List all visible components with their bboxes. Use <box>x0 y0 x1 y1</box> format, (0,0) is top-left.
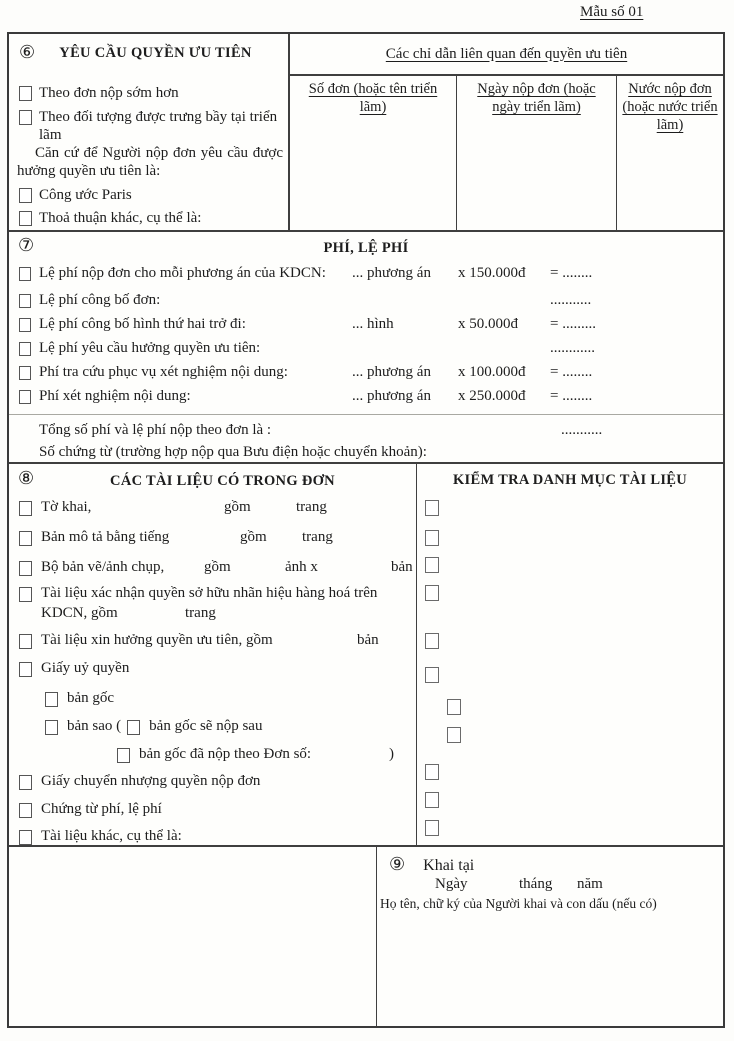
doc-description-trang: trang <box>302 529 333 545</box>
checkbox-original-later[interactable] <box>127 720 140 735</box>
checkbox-fee-priority[interactable] <box>19 342 31 356</box>
doc-declaration-gom: gồm <box>224 499 251 515</box>
doc-drawings-anh-x: ảnh x <box>285 559 318 575</box>
section-declaration <box>9 847 723 1026</box>
section-documents <box>9 464 723 847</box>
section9-number: ⑨ <box>389 854 406 874</box>
priority-indications-header <box>290 34 723 76</box>
fee-row-filing <box>19 265 715 282</box>
doc-other-docs-label: Tài liệu khác, cụ thể là: <box>41 828 182 844</box>
doc-poa-label: Giấy uỷ quyền <box>41 660 130 676</box>
row-paris-convention <box>19 186 281 204</box>
row-other-agreement <box>19 209 281 227</box>
checklist-box-2[interactable] <box>425 530 439 546</box>
column-filing-country <box>617 76 723 230</box>
checkbox-power-of-attorney[interactable] <box>19 662 32 677</box>
doc-row-power-of-attorney <box>19 660 129 677</box>
doc-declaration-trang: trang <box>296 499 327 515</box>
checklist-box-8[interactable] <box>447 727 461 743</box>
column-filing-date-header: Ngày nộp đơn (hoặc ngày triển lãm) <box>477 81 596 115</box>
date-year-label: năm <box>577 876 603 892</box>
checkbox-copy[interactable] <box>45 720 58 735</box>
checkbox-priority-docs[interactable] <box>19 634 32 649</box>
column-application-number-header: Số đơn (hoặc tên triển lãm) <box>308 81 438 115</box>
doc-fee-receipt-label: Chứng từ phí, lệ phí <box>41 801 162 817</box>
doc-row-original <box>45 690 114 707</box>
fee-priority-label: Lệ phí yêu cầu hưởng quyền ưu tiên: <box>39 340 261 356</box>
checklist-box-5[interactable] <box>425 633 439 649</box>
fee-search-unit: x 100.000đ <box>458 364 526 380</box>
section-priority-claim <box>9 34 723 232</box>
total-fees-label: Tổng số phí và lệ phí nộp theo đơn là : <box>39 422 272 438</box>
section6-title: YÊU CẦU QUYỀN ƯU TIÊN <box>59 45 252 61</box>
fee-extra-figures-result-blank[interactable]: = ......... <box>550 316 596 332</box>
date-day-label: Ngày <box>435 876 468 892</box>
fees-separator-line <box>9 414 723 415</box>
section-fees <box>9 232 723 464</box>
fee-filing-qty: ... phương án <box>352 265 431 281</box>
checklist-box-9[interactable] <box>425 764 439 780</box>
section9-title: Khai tại <box>423 857 475 874</box>
doc-drawings-ban: bản <box>391 559 413 575</box>
fee-filing-unit: x 150.000đ <box>458 265 526 281</box>
fee-examination-unit: x 250.000đ <box>458 388 526 404</box>
fee-filing-result-blank[interactable]: = ........ <box>550 265 593 281</box>
row-exhibition-display <box>19 108 281 144</box>
section7-number: ⑦ <box>18 235 35 255</box>
date-month-label: tháng <box>519 876 553 892</box>
checklist-title: KIỂM TRA DANH MỤC TÀI LIỆU <box>452 472 688 488</box>
documents-left-cell <box>9 464 417 845</box>
checkbox-drawings[interactable] <box>19 561 32 576</box>
label-other-agreement: Thoả thuận khác, cụ thể là: <box>39 210 202 226</box>
checkbox-other-agreement[interactable] <box>19 211 32 226</box>
checkbox-description[interactable] <box>19 531 32 546</box>
doc-drawings-label: Bộ bản vẽ/ảnh chụp, <box>41 559 165 575</box>
doc-row-fee-receipt <box>19 801 162 818</box>
checkbox-declaration[interactable] <box>19 501 32 516</box>
total-fees-fill-blank[interactable]: ........... <box>561 422 603 438</box>
doc-priority-label: Tài liệu xin hưởng quyền ưu tiên, gồm <box>41 632 273 648</box>
checkbox-fee-extra-figures[interactable] <box>19 318 31 332</box>
fee-filing-label: Lệ phí nộp đơn cho mỗi phương án của KDCN: <box>39 265 326 281</box>
checkbox-original[interactable] <box>45 692 58 707</box>
section8-title: CÁC TÀI LIỆU CÓ TRONG ĐƠN <box>110 473 335 489</box>
checklist-box-4[interactable] <box>425 585 439 601</box>
doc-description-gom: gồm <box>240 529 267 545</box>
fee-extra-figures-unit: x 50.000đ <box>458 316 518 332</box>
doc-row-drawings <box>19 559 412 576</box>
checklist-box-1[interactable] <box>425 500 439 516</box>
fee-examination-result-blank[interactable]: = ........ <box>550 388 593 404</box>
doc-trademark-trang: trang <box>185 605 216 621</box>
section8-number: ⑧ <box>18 468 35 488</box>
form-number-label: Mẫu số 01 <box>580 4 644 20</box>
fee-search-label: Phí tra cứu phục vụ xét nghiệm nội dung: <box>39 364 288 380</box>
doc-copy-label: bản sao ( <box>67 718 122 734</box>
priority-claim-left-cell <box>9 34 290 230</box>
doc-row-declaration <box>19 499 412 516</box>
section6-number: ⑥ <box>19 42 36 62</box>
doc-row-description <box>19 529 412 546</box>
fee-priority-result-blank[interactable]: ............ <box>550 340 595 356</box>
checklist-box-10[interactable] <box>425 792 439 808</box>
priority-indications-columns <box>290 76 723 230</box>
checkbox-assignment[interactable] <box>19 775 32 790</box>
fee-row-search <box>19 364 715 381</box>
row-earlier-application <box>19 84 281 102</box>
doc-trademark-label: Tài liệu xác nhận quyền sở hữu nhãn hiệu hàng hoá trên <box>41 585 378 601</box>
fee-row-extra-figures <box>19 316 715 333</box>
declaration-cell <box>377 847 723 1026</box>
doc-row-trademark-ownership-line2 <box>41 605 412 622</box>
declaration-header <box>389 855 474 875</box>
doc-drawings-gom: gồm <box>204 559 231 575</box>
fee-search-result-blank[interactable]: = ........ <box>550 364 593 380</box>
checkbox-fee-receipt[interactable] <box>19 803 32 818</box>
fee-extra-figures-label: Lệ phí công bố hình thứ hai trở đi: <box>39 316 246 332</box>
filing-country-fill-cell[interactable] <box>290 122 723 230</box>
doc-trademark-label2: KDCN, gồm <box>41 605 118 621</box>
label-paris-convention: Công ước Paris <box>39 187 132 203</box>
priority-indications-header-text: Các chỉ dẫn liên quan đến quyền ưu tiên <box>385 45 628 62</box>
fee-row-publication <box>19 292 715 309</box>
column-filing-country-header: Nước nộp đơn (hoặc nước triển lãm) <box>622 81 718 133</box>
section6-header <box>9 42 288 62</box>
checkbox-fee-filing[interactable] <box>19 267 31 281</box>
checklist-box-7[interactable] <box>447 699 461 715</box>
checkbox-exhibition-display[interactable] <box>19 110 32 125</box>
checkbox-fee-search[interactable] <box>19 366 31 380</box>
doc-priority-ban: bản <box>357 632 379 648</box>
receipt-number-label: Số chứng từ (trường hợp nộp qua Bưu điện hoặc chuyển khoản): <box>39 444 427 460</box>
doc-declaration-label: Tờ khai, <box>41 499 92 515</box>
doc-row-copy <box>45 718 262 735</box>
signature-area[interactable] <box>377 917 723 1026</box>
fee-extra-figures-qty: ... hình <box>352 316 394 332</box>
doc-original-filed-label: bản gốc đã nộp theo Đơn số: <box>139 746 312 762</box>
doc-row-original-filed <box>117 746 412 763</box>
fee-search-qty: ... phương án <box>352 364 431 380</box>
fee-examination-qty: ... phương án <box>352 388 431 404</box>
label-earlier-application: Theo đơn nộp sớm hơn <box>39 85 179 101</box>
checklist-box-11[interactable] <box>425 820 439 836</box>
doc-row-priority-docs <box>19 632 412 649</box>
declaration-empty-cell <box>9 847 377 1026</box>
form-table <box>7 32 725 1028</box>
fee-row-priority <box>19 340 715 357</box>
fee-publication-label: Lệ phí công bố đơn: <box>39 292 161 308</box>
doc-row-trademark-ownership <box>19 585 412 602</box>
doc-row-other-docs <box>19 828 182 845</box>
checkbox-trademark-ownership[interactable] <box>19 587 32 602</box>
label-exhibition-display: Theo đối tượng được trưng bầy tại triển lãm <box>39 109 278 143</box>
fee-publication-result-blank[interactable]: ........... <box>550 292 592 308</box>
doc-original-later-label: bản gốc sẽ nộp sau <box>149 718 263 734</box>
doc-description-label: Bản mô tả bằng tiếng <box>41 529 170 545</box>
doc-assignment-label: Giấy chuyển nhượng quyền nộp đơn <box>41 773 261 789</box>
checkbox-fee-publication[interactable] <box>19 294 31 308</box>
doc-original-label: bản gốc <box>67 690 115 706</box>
checklist-right-cell <box>417 464 723 845</box>
priority-basis-note: Căn cứ để Người nộp đơn yêu cầu được hưởng quyền ưu tiên là: <box>17 145 283 179</box>
checklist-box-6[interactable] <box>425 667 439 683</box>
section7-title: PHÍ, LỆ PHÍ <box>323 240 409 256</box>
checkbox-earlier-application[interactable] <box>19 86 32 101</box>
checkbox-paris-convention[interactable] <box>19 188 32 203</box>
checklist-box-3[interactable] <box>425 557 439 573</box>
checkbox-original-filed[interactable] <box>117 748 130 763</box>
doc-original-filed-close-paren: ) <box>389 746 394 762</box>
checkbox-other-docs[interactable] <box>19 830 32 845</box>
checkbox-fee-examination[interactable] <box>19 390 31 404</box>
priority-indications-area <box>290 34 723 230</box>
fee-examination-label: Phí xét nghiệm nội dung: <box>39 388 191 404</box>
signature-note: Họ tên, chữ ký của Người khai và con dấu (nếu có) <box>380 896 657 911</box>
doc-row-assignment <box>19 773 260 790</box>
fee-row-examination <box>19 388 715 405</box>
